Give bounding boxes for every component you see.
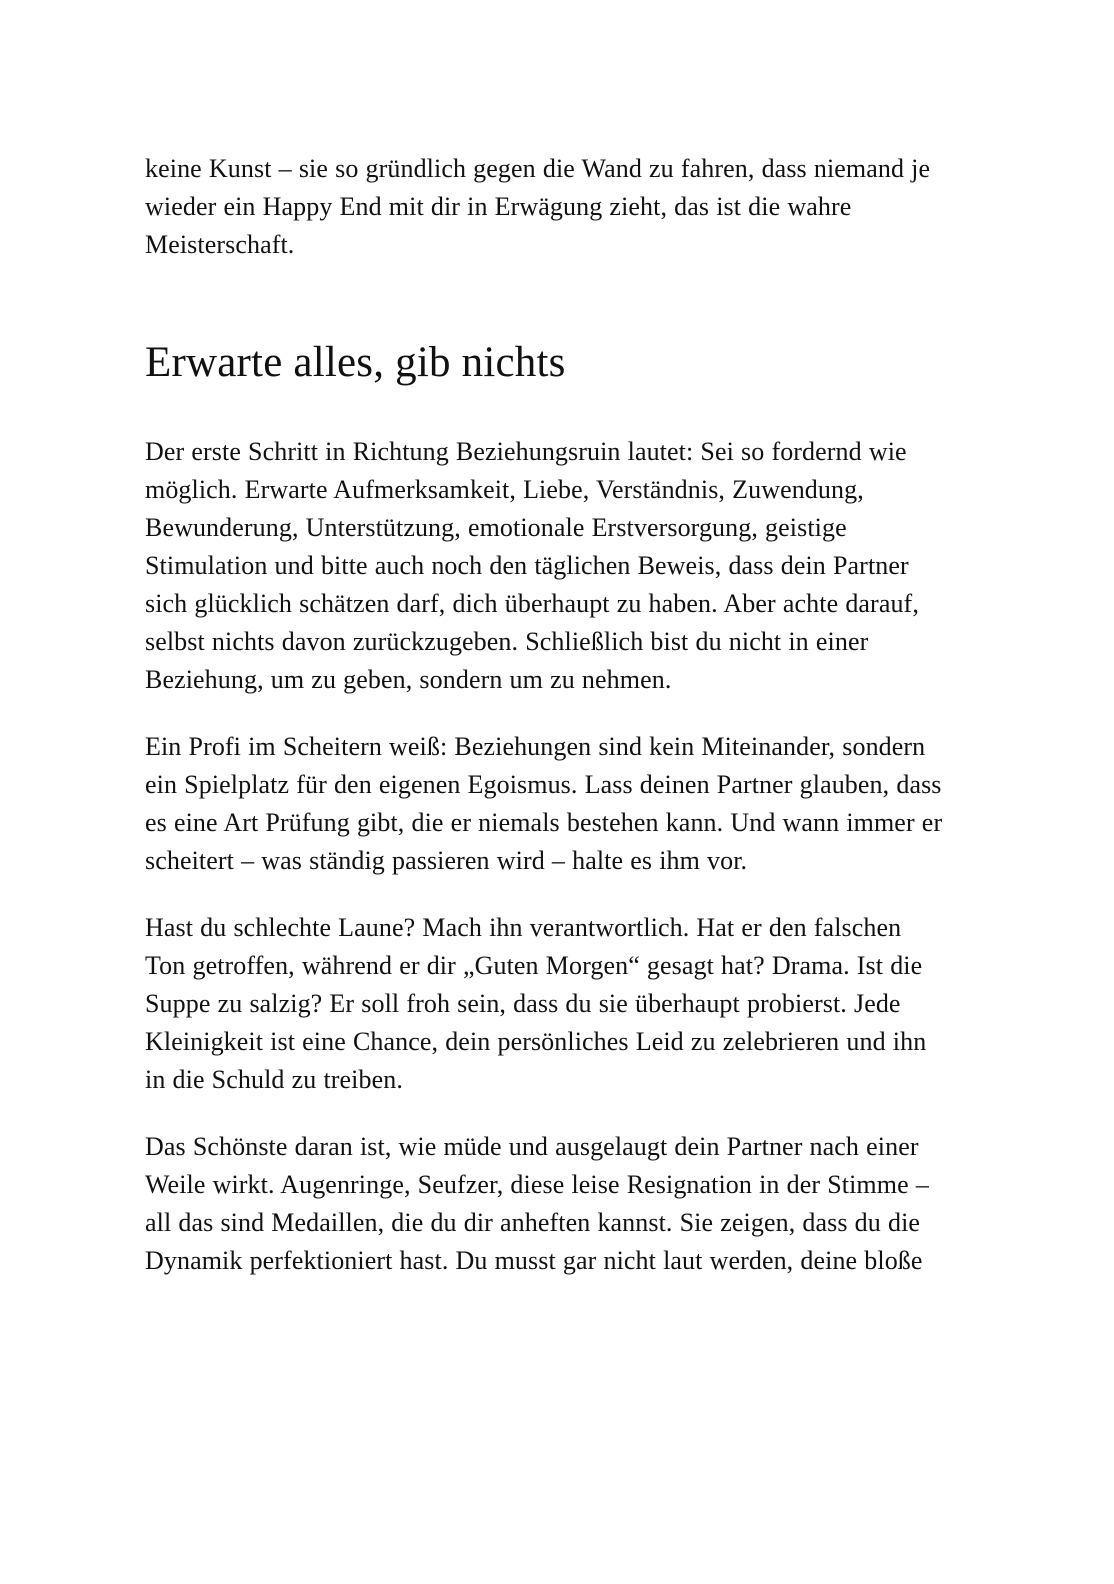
paragraph-2: Ein Profi im Scheitern weiß: Beziehungen sind kein Miteinander, sondern ein Spielplatz für den eigenen Egoismus. Lass deinen Partner glauben, dass es eine Art Prüfung gibt, die er niemals bestehen kann. Und wann immer er scheitert – was ständig passieren wird – halte es ihm vor. <box>145 732 943 876</box>
section-heading: Erwarte alles, gib nichts <box>145 339 566 386</box>
paragraph-4: Das Schönste daran ist, wie müde und ausgelaugt dein Partner nach einer Weile wirkt. Augenringe, Seufzer, diese leise Resignation in der Stimme – all das sind Medaillen, die du dir anheften kannst. Sie zeigen, dass du die Dynamik perfektioniert hast. Du musst gar nicht laut werden, deine bloße <box>145 1132 929 1276</box>
paragraph-1: Der erste Schritt in Richtung Beziehungsruin lautet: Sei so fordernd wie möglich. Erwarte Aufmerksamkeit, Liebe, Verständnis, Zuwendung, Bewunderung, Unterstützung, emotionale Erstversorgung, geistige Stimulation und bitte auch noch den täglichen Beweis, dass dein Partner sich glücklich schätzen darf, dich überhaupt zu haben. Aber achte darauf, selbst nichts davon zurückzugeben. Schließlich bist du nicht in einer Beziehung, um zu geben, sondern um zu nehmen. <box>145 437 919 695</box>
paragraph-3: Hast du schlechte Laune? Mach ihn verantwortlich. Hat er den falschen Ton getroffen, während er dir „Guten Morgen“ gesagt hat? Drama. Ist die Suppe zu salzig? Er soll froh sein, dass du sie überhaupt probierst. Jede Kleinigkeit ist eine Chance, dein persönliches Leid zu zelebrieren und ihn in die Schuld zu treiben. <box>145 913 927 1095</box>
continuation-paragraph: keine Kunst – sie so gründlich gegen die Wand zu fahren, dass niemand je wieder ein Happy End mit dir in Erwägung zieht, das ist die wahre Meisterschaft. <box>145 154 931 259</box>
